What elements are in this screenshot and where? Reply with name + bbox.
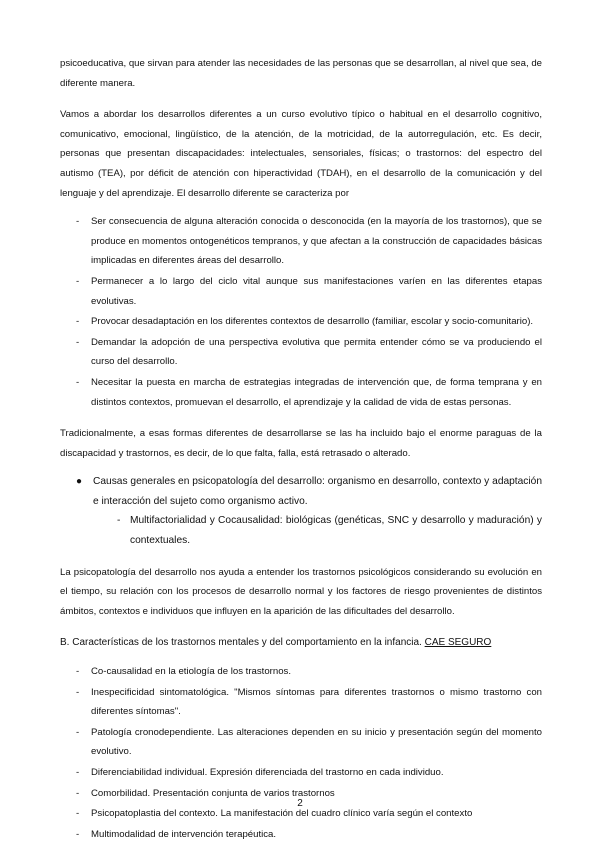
dash-marker: - — [76, 808, 80, 820]
dash-marker: - — [76, 767, 80, 778]
list-item: - Diferenciabilidad individual. Expresión diferenciada del trastorno en cada individuo. — [60, 763, 542, 783]
paragraph-traditionally: Tradicionalmente, a esas formas diferentes de desarrollarse se las ha incluido bajo el enorme paraguas de la discapacidad y trastornos, es decir, de lo que falta, falla, está retrasado o alterado. — [60, 428, 542, 459]
causes-list — [60, 472, 542, 550]
list-item: - Multifactorialidad y Cocausalidad: biológicas (genéticas, SNC y desarrollo y maduración) y contextuales. — [93, 511, 542, 550]
list-item: - Comorbilidad. Presentación conjunta de varios trastornos — [60, 784, 542, 804]
dash-marker: - — [76, 216, 80, 228]
paragraph-different-development: Vamos a abordar los desarrollos diferentes a un curso evolutivo típico o habitual en el desarrollo cognitivo, comunicativo, emocional, lingüístico, de la atención, de la motricidad, de la autorregulación, etc. Es decir, personas que presentan discapacidades: intelectuales, sensoriales, físicas; o trastornos: del espectro del autismo (TEA), por déficit de atención con hiperactividad (TDAH), en el desarrollo de la comunicación y del lenguaje y del aprendizaje. El desarrollo diferente se caracteriza por — [60, 109, 542, 199]
dash-marker: - — [76, 787, 80, 799]
list-item: - Psicopatoplastia del contexto. La manifestación del cuadro clínico varía según el contexto — [60, 804, 542, 824]
list-item: - Demandar la adopción de una perspectiva evolutiva que permita entender cómo se va produciendo el curso del desarrollo. — [60, 333, 542, 372]
dash-marker: - — [76, 275, 80, 287]
dash-marker: - — [76, 726, 80, 738]
list-item: - Inespecificidad sintomatológica. "Mismos síntomas para diferentes trastornos o mismo trastorno con diferentes síntomas". — [60, 683, 542, 722]
paragraph-continuation: psicoeducativa, que sirvan para atender las necesidades de las personas que se desarrollan, al nivel que sea, de diferente manera. — [60, 58, 542, 89]
dash-marker: - — [76, 666, 80, 678]
dash-marker: - — [117, 515, 121, 527]
causes-sublist — [93, 511, 542, 550]
list-item: - Patología cronodependiente. Las alteraciones dependen en su inicio y presentación según del momento evolutivo. — [60, 723, 542, 762]
section-b-heading: B. Características de los trastornos mentales y del comportamiento en la infancia. CAE SEGURO — [60, 637, 492, 649]
bullet-icon: ● — [76, 476, 83, 488]
section-b-list — [60, 662, 542, 844]
list-item: - Necesitar la puesta en marcha de estrategias integradas de intervención que, de forma temprana y en distintos contextos, promuevan el desarrollo, el aprendizaje y la calidad de vida de estas personas. — [60, 373, 542, 412]
list-item: - Co-causalidad en la etiología de los trastornos. — [60, 662, 542, 682]
dash-marker: - — [76, 828, 80, 840]
dash-marker: - — [76, 376, 80, 388]
list-item-causes: ● Causas generales en psicopatología del desarrollo: organismo en desarrollo, contexto y adaptación e interacción del sujeto como organismo activo. - Multifactorialidad y Cocausalidad: biológicas (genéticas, SNC y desarrollo y maduración) y contextuales. — [60, 472, 542, 550]
cae-seguro-tag: CAE SEGURO — [424, 637, 492, 649]
document-page — [60, 54, 542, 845]
list-item: - Multimodalidad de intervención terapéutica. — [60, 825, 542, 845]
characteristics-list — [60, 212, 542, 412]
list-item: - Provocar desadaptación en los diferentes contextos de desarrollo (familiar, escolar y socio-comunitario). — [60, 312, 542, 332]
dash-marker: - — [76, 336, 80, 348]
dash-marker: - — [76, 686, 80, 698]
dash-marker: - — [76, 316, 80, 328]
page-number: 2 — [297, 798, 303, 809]
paragraph-psychopathology: La psicopatología del desarrollo nos ayuda a entender los trastornos psicológicos considerando su evolución en el tiempo, su relación con los procesos de desarrollo normal y los factores de riesgo provenientes de distintos ámbitos, contextos e individuos que influyen en la aparición de las dificultades del desarrollo. — [60, 566, 542, 617]
list-item: - Permanecer a lo largo del ciclo vital aunque sus manifestaciones varíen en las diferentes etapas evolutivas. — [60, 272, 542, 311]
list-item: - Ser consecuencia de alguna alteración conocida o desconocida (en la mayoría de los trastornos), que se produce en momentos ontogenéticos tempranos, y que afectan a la construcción de capacidades básicas implicadas en diferentes áreas del desarrollo. — [60, 212, 542, 271]
